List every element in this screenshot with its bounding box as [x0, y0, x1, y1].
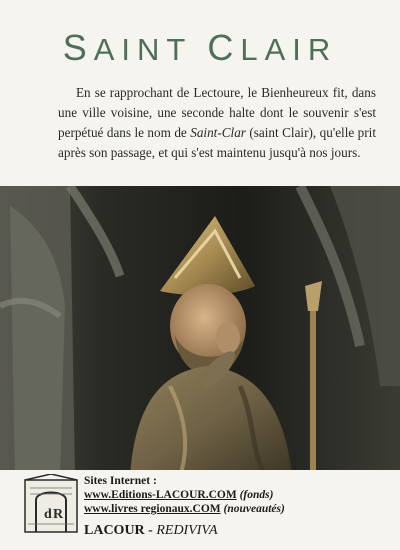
- publisher-logo: [22, 474, 80, 536]
- collection-name: REDIVIVA: [156, 523, 218, 538]
- note-fonds: (fonds): [236, 489, 274, 501]
- statue-photo: [0, 186, 400, 476]
- publisher-name: LACOUR: [84, 523, 145, 538]
- websites-heading: Sites Internet :: [84, 475, 157, 487]
- link-editions-lacour[interactable]: www.Editions-LACOUR.COM: [84, 489, 237, 501]
- link-livres-regionaux[interactable]: www.livres regionaux.COM: [84, 503, 221, 515]
- websites-block: [84, 474, 394, 516]
- book-title: SAINT CLAIR: [62, 26, 338, 68]
- note-nouveautes: (nouveautés): [220, 503, 285, 515]
- intro-paragraph: En se rapprochant de Lectoure, le Bienheureux fit, dans une ville voisine, une seconde halte dont le souvenir s'est perpétué dans le nom de Saint-Clar (saint Clair), qu'elle prit après son passage, et qui s'est maintenu jusqu'à nos jours.: [58, 85, 376, 161]
- svg-text:d: d: [44, 507, 52, 522]
- svg-text:R: R: [53, 507, 64, 522]
- publisher-line: LACOUR - REDIVIVA: [84, 523, 218, 538]
